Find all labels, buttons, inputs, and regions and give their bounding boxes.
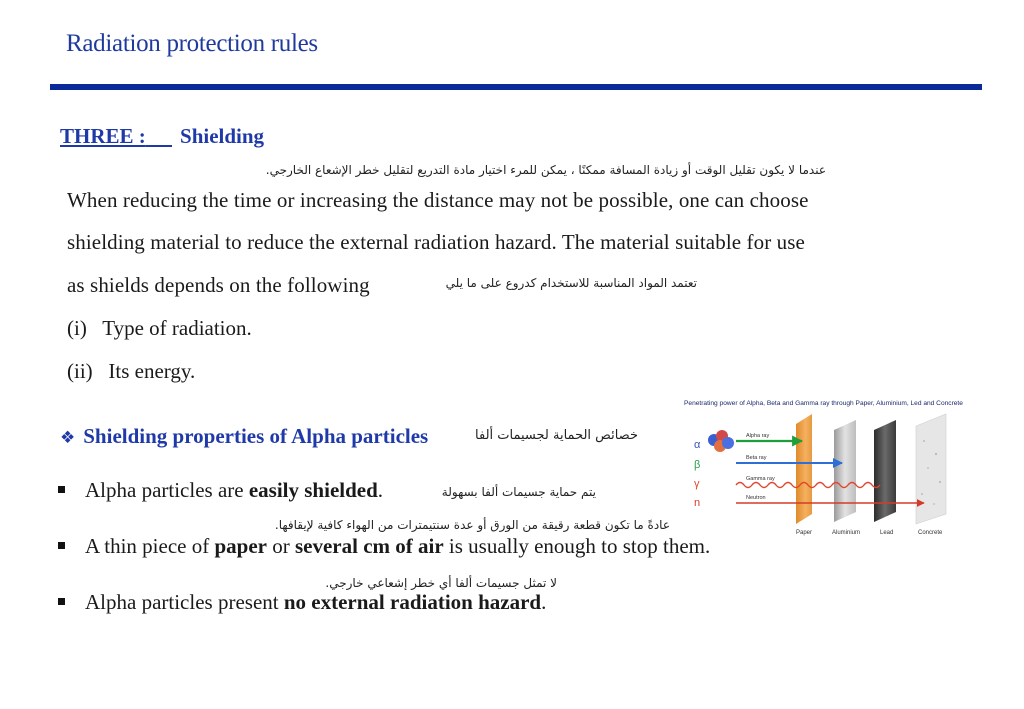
paper-slab bbox=[796, 414, 812, 524]
material-label: Concrete bbox=[918, 530, 943, 536]
beta-symbol: β bbox=[694, 459, 701, 471]
arabic-alpha-heading: خصائص الحماية لجسيمات ألفا bbox=[475, 428, 638, 443]
ray-label: Neutron bbox=[746, 495, 766, 501]
section-number: THREE : bbox=[60, 124, 146, 148]
paragraph-line-1: When reducing the time or increasing the distance may not be possible, one can choose bbox=[67, 188, 809, 212]
material-label: Paper bbox=[796, 530, 813, 536]
lead-slab bbox=[874, 420, 896, 522]
ray-label: Gamma ray bbox=[746, 476, 775, 482]
neutron-symbol: n bbox=[694, 497, 701, 509]
paragraph-line-3: as shields depends on the following bbox=[67, 273, 370, 297]
section-heading bbox=[60, 124, 264, 149]
alpha-heading: ❖ Shielding properties of Alpha particles bbox=[60, 424, 429, 448]
gamma-symbol: γ bbox=[694, 478, 700, 490]
arabic-intro: عندما لا يكون تقليل الوقت أو زيادة المسافة ممكنًا ، يمكن للمرء اختيار مادة التدريع لتقليل خطر الإشعاع الخارجي. bbox=[265, 163, 826, 177]
title-divider bbox=[50, 84, 982, 90]
material-label: Lead bbox=[880, 530, 894, 536]
penetration-figure bbox=[684, 396, 984, 541]
arabic-materials: تعتمد المواد المناسبة للاستخدام كدروع على ما يلي bbox=[445, 276, 697, 290]
bullet-item: Alpha particles present no external radiation hazard. bbox=[58, 590, 546, 615]
square-bullet-icon bbox=[58, 542, 65, 549]
list-item: (i) Type of radiation. bbox=[67, 316, 252, 340]
square-bullet-icon bbox=[58, 598, 65, 605]
concrete-slab bbox=[916, 414, 946, 524]
figure-graphic bbox=[684, 396, 984, 541]
paragraph-line-2: shielding material to reduce the external radiation hazard. The material suitable for use bbox=[67, 230, 805, 254]
figure-caption: Penetrating power of Alpha, Beta and Gamma ray through Paper, Aluminium, Led and Concrete bbox=[684, 400, 963, 407]
square-bullet-icon bbox=[58, 486, 65, 493]
list-item: (ii) Its energy. bbox=[67, 359, 196, 383]
section-title: Shielding bbox=[180, 124, 265, 148]
particle-cluster-icon bbox=[708, 430, 734, 452]
arabic-bullet-3: لا تمثل جسيمات ألفا أي خطر إشعاعي خارجي. bbox=[325, 576, 557, 590]
arabic-bullet-2: عادةً ما تكون قطعة رقيقة من الورق أو عدة سنتيمترات من الهواء كافية لإيقافها. bbox=[274, 518, 670, 532]
bullet-item: A thin piece of paper or several cm of air is usually enough to stop them. bbox=[58, 534, 710, 559]
bullet-item: Alpha particles are easily shielded. bbox=[58, 478, 383, 503]
diamond-bullet-icon: ❖ bbox=[60, 428, 76, 448]
ray-label: Beta ray bbox=[746, 455, 767, 461]
arabic-bullet-1: يتم حماية جسيمات ألفا بسهولة bbox=[441, 485, 596, 499]
ray-label: Alpha ray bbox=[746, 433, 770, 439]
aluminium-slab bbox=[834, 420, 856, 522]
page-title: Radiation protection rules bbox=[66, 30, 318, 57]
alpha-symbol: α bbox=[694, 439, 701, 451]
material-label: Aluminium bbox=[832, 530, 861, 536]
